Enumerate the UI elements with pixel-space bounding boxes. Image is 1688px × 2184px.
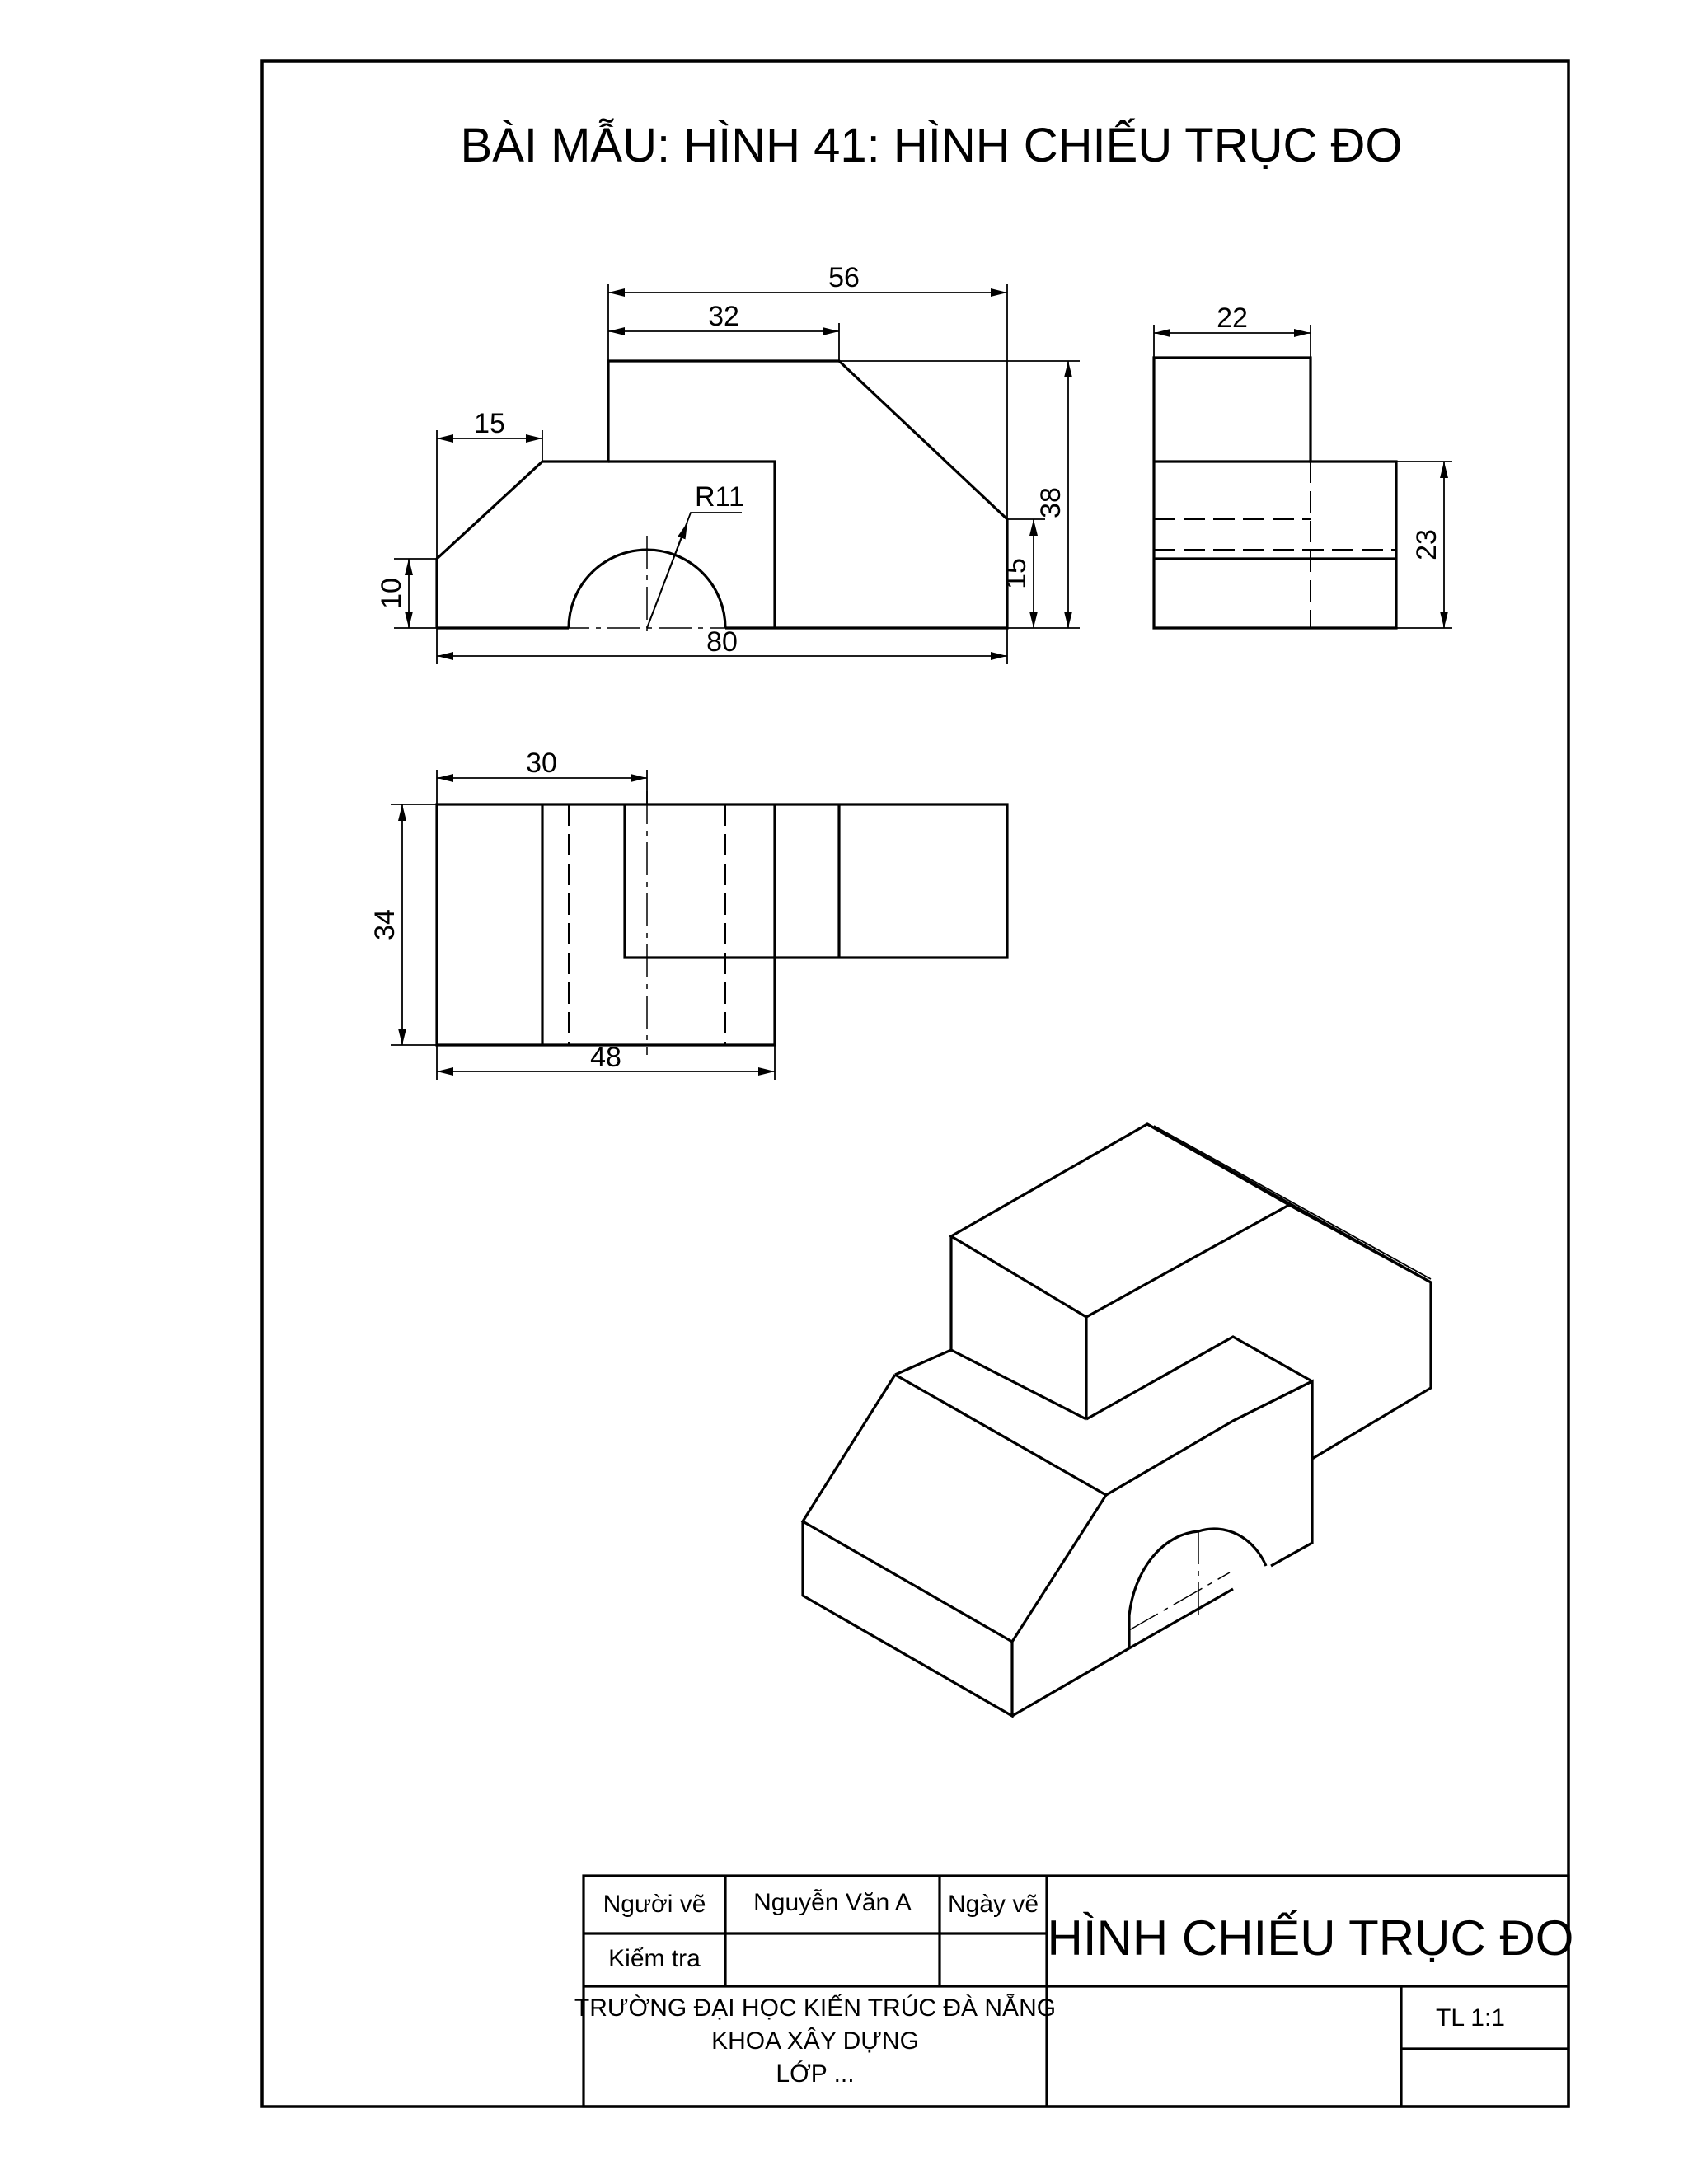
iso-upper-block-top: [951, 1124, 1289, 1317]
dim-top-view-bottom-width: 48: [590, 1042, 621, 1073]
class-name: LỚP ...: [776, 2060, 855, 2088]
faculty-name: KHOA XÂY DỰNG: [711, 2027, 919, 2055]
dim-right-low-height: 15: [1001, 558, 1032, 589]
iso-upper-block-front: [951, 1236, 1086, 1419]
sheet-border: [262, 61, 1568, 2107]
sheet-title: BÀI MẪU: HÌNH 41: HÌNH CHIẾU TRỤC ĐO: [460, 119, 1403, 172]
iso-slope: [1147, 1124, 1431, 1459]
drawn-by-value: Nguyễn Văn A: [753, 1889, 912, 1916]
radius-arrow: [647, 523, 687, 628]
title-block: [574, 1876, 1574, 2107]
dim-left-height: 10: [376, 578, 407, 609]
dim-overall-width: 80: [706, 626, 738, 658]
iso-lower-top: [895, 1350, 1312, 1495]
dim-radius: R11: [695, 481, 744, 513]
front-view: [376, 262, 1080, 664]
scale: TL 1:1: [1436, 2004, 1505, 2032]
dim-top-partial: 32: [708, 301, 739, 332]
iso-chamfer: [803, 1375, 1106, 1642]
front-view-step: [608, 462, 775, 628]
drawing-title: HÌNH CHIẾU TRỤC ĐO: [1047, 1910, 1574, 1966]
dim-side-right-height: 23: [1411, 529, 1442, 560]
dim-right-height: 38: [1035, 487, 1067, 518]
side-view-outline: [1154, 358, 1396, 628]
dim-left-chamfer: 15: [474, 408, 505, 439]
iso-arch-front: [1129, 1531, 1198, 1648]
isometric-view: [803, 1124, 1431, 1716]
dim-top-view-height: 34: [369, 909, 401, 940]
drawn-by-label: Người vẽ: [603, 1891, 706, 1918]
side-view: [1154, 302, 1452, 628]
top-view-outline: [437, 804, 1007, 1045]
date-label: Ngày vẽ: [947, 1891, 1039, 1918]
checked-label: Kiểm tra: [608, 1945, 701, 1972]
iso-right-bottom: [1129, 1381, 1312, 1648]
iso-arch-axis: [1129, 1572, 1230, 1630]
dim-top-overall: 56: [828, 262, 860, 293]
top-view: [369, 748, 1007, 1080]
dim-side-top-width: 22: [1217, 302, 1248, 334]
radius-leader: [647, 513, 742, 628]
dim-top-view-width: 30: [526, 748, 557, 779]
iso-arch-back: [1198, 1529, 1266, 1566]
school-name: TRƯỜNG ĐẠI HỌC KIẾN TRÚC ĐÀ NẴNG: [574, 1994, 1057, 2022]
